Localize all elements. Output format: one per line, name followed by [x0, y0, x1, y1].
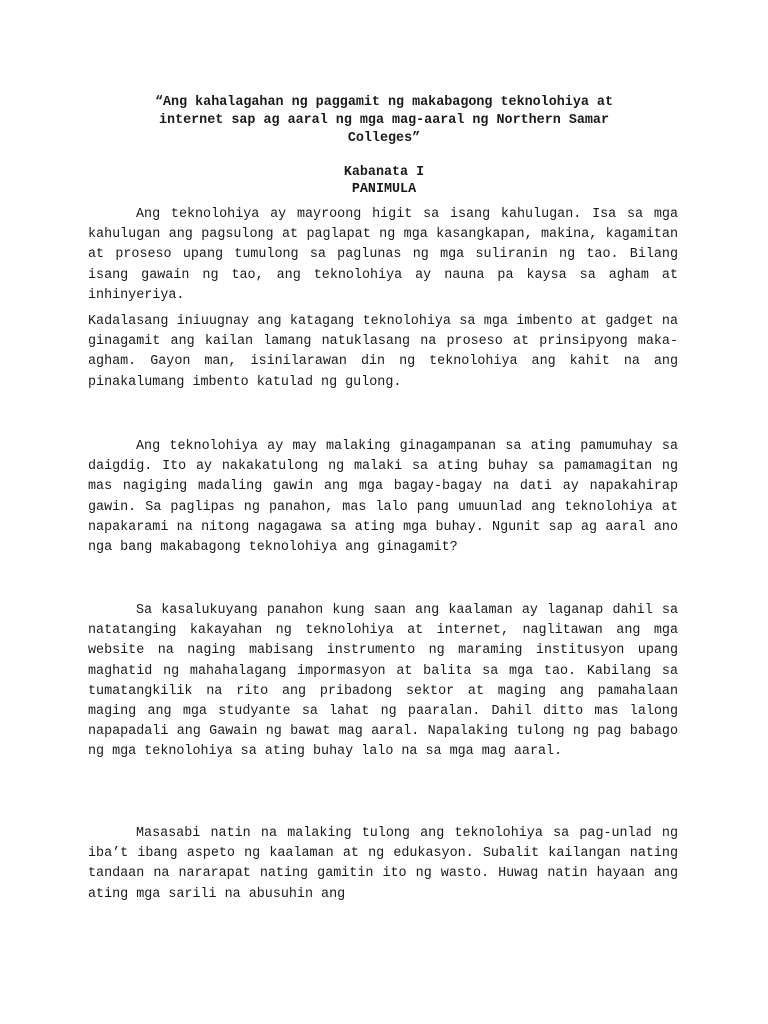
paragraph-5-text: Masasabi natin na malaking tulong ang teknolohiya sa pag-unlad ng iba’t ibang aspeto ng kaalaman at ng edukasyon. Subalit kailangan nating tandaan na nararapat nating gamitin ito ng wasto. Huwag natin hayaan ang ating mga sarili na abusuhin ang — [88, 826, 678, 902]
paragraph-1 — [88, 205, 678, 306]
chapter-title: PANIMULA — [351, 182, 417, 197]
paragraph-3 — [88, 437, 678, 558]
paragraph-4-text: Sa kasalukuyang panahon kung saan ang kaalaman ay laganap dahil sa natatanging kakayahan ng teknolohiya at internet, naglitawan ang mga website na naging mabisang instrumento ng maraming institusyon upang maghatid ng mahahalagang impormasyon at balita sa mga tao. Kabilang sa tumatangkilik na rito ang pribadong sektor at maging ang pamahalaan maging ang mga studyante sa lahat ng paaralan. Dahil ditto mas lalong napapadali ang Gawain ng bawat mag aaral. Napalaking tulong ng pag babago ng mga teknolohiya sa ating buhay lalo na sa mga mag aaral. — [88, 603, 678, 760]
paragraph-4 — [88, 601, 678, 763]
paragraph-5 — [88, 824, 678, 905]
paragraph-1-text: Ang teknolohiya ay mayroong higit sa isang kahulugan. Isa sa mga kahulugan ang pagsulong at paglapat ng mga kasangkapan, makina, kagamitan at proseso upang tumulong sa paglunas ng mga suliranin ng tao. Bilang isang gawain ng tao, ang teknolohiya ay nauna pa kaysa sa agham at inhinyeriya. — [88, 207, 678, 303]
chapter-label: Kabanata I — [343, 165, 425, 180]
document-title: “Ang kahalagahan ng paggamit ng makabagong teknolohiya at internet sap ag aaral ng mga mag-aaral ng Northern Samar Colleges” — [154, 95, 614, 146]
paragraph-2-text: Kadalasang iniuugnay ang katagang teknolohiya sa mga imbento at gadget na ginagamit ang kailan lamang natuklasang na proseso at prinsipyong maka-agham. Gayon man, isinilarawan din ng teknolohiya ang kahit na ang pinakalumang imbento katulad ng gulong. — [88, 314, 678, 390]
paragraph-2 — [88, 312, 678, 393]
paragraph-3-text: Ang teknolohiya ay may malaking ginagampanan sa ating pamumuhay sa daigdig. Ito ay nakakatulong ng malaki sa ating buhay sa pamamagitan ng mas nagiging madaling gawin ang mga bagay-bagay na dati ay napakahirap gawin. Sa paglipas ng panahon, mas lalo pang umuunlad ang teknolohiya at napakarami na nitong nagagawa sa ating mga buhay. Ngunit sap ag aaral ano nga bang makabagong teknolohiya ang ginagamit? — [88, 439, 678, 556]
